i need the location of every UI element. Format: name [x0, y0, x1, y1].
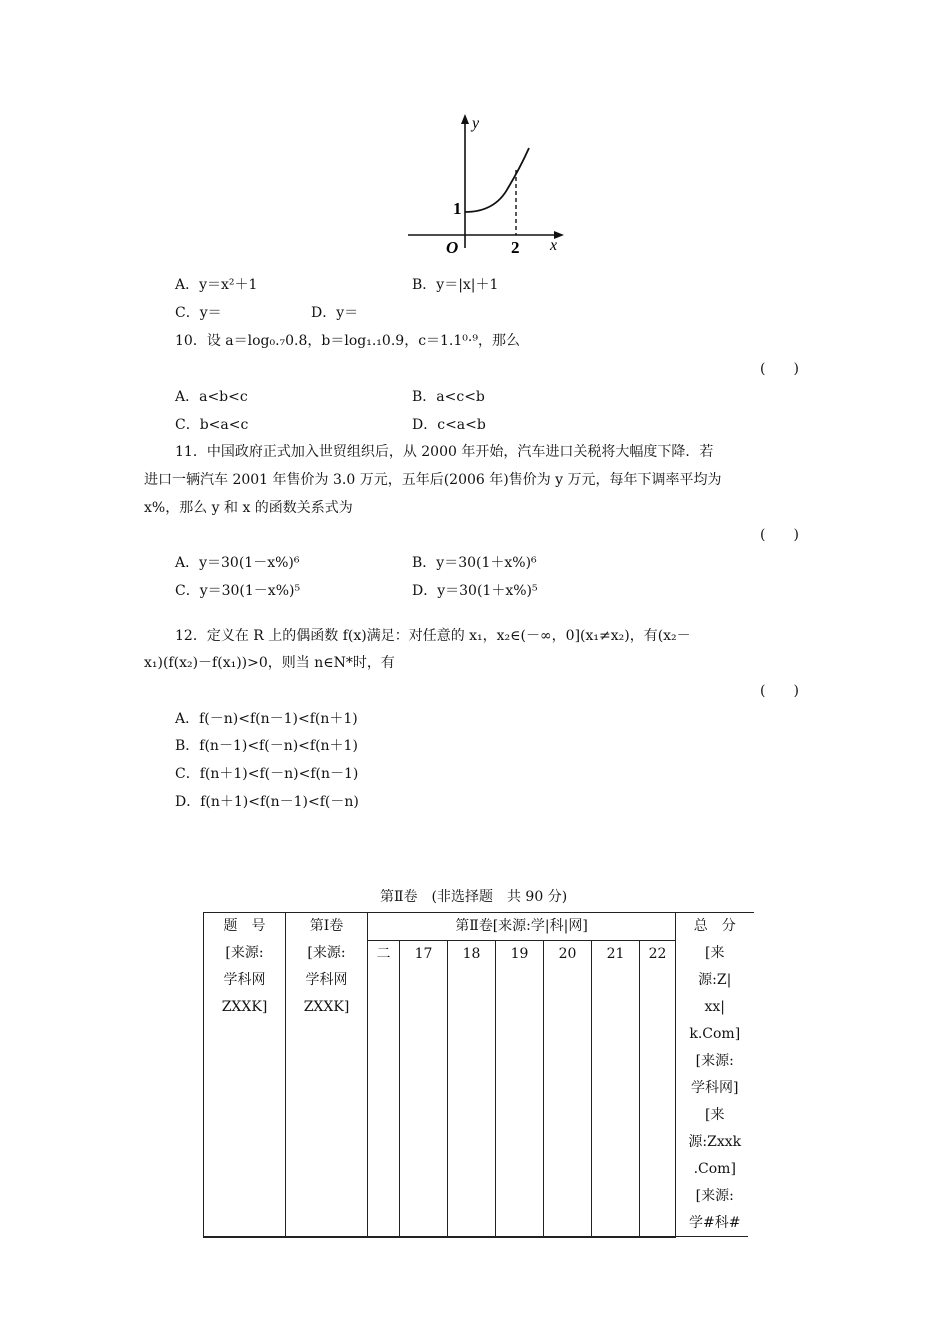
- total-src-6: 学科网]: [691, 1080, 739, 1096]
- total-src-5: [来源:: [695, 1053, 734, 1069]
- header-part-2: 第Ⅱ卷[来源:学|科|网]: [368, 913, 676, 941]
- sub-header-17: 17: [400, 941, 448, 1238]
- total-src-10: [来源:: [695, 1188, 734, 1204]
- header-question-number-label: 题 号: [223, 918, 266, 934]
- q10-option-a: A．a<b<c: [175, 389, 248, 405]
- x-axis-label: x: [550, 237, 558, 254]
- header-question-number-src-1: [来源:: [225, 945, 264, 961]
- q12-answer-paren: ( ): [760, 683, 799, 699]
- q10-stem: 10．设 a＝log₀.₇0.8，b＝log₁.₁0.9，c＝1.1⁰·⁹，那么: [175, 333, 520, 349]
- total-src-8: 源:Zxxk: [688, 1134, 742, 1150]
- header-part-1-src-3: ZXXK]: [303, 999, 350, 1015]
- q11-line-3: x%，那么 y 和 x 的函数关系式为: [144, 500, 353, 516]
- header-question-number: [204, 913, 286, 1238]
- q12-option-c: C．f(n＋1)<f(－n)<f(n－1): [175, 766, 359, 782]
- header-part-1: [286, 913, 368, 1238]
- q10-option-c: C．b<a<c: [175, 417, 249, 433]
- q10-answer-paren: ( ): [760, 361, 799, 377]
- y-intercept-label: 1: [453, 199, 462, 218]
- sub-header-21: 21: [592, 941, 640, 1238]
- q12-option-d: D．f(n＋1)<f(n－1)<f(－n): [175, 794, 359, 810]
- total-src-4: k.Com]: [689, 1026, 741, 1042]
- total-src-2: 源:Z|: [698, 972, 732, 988]
- q11-line-2: 进口一辆汽车 2001 年售价为 3.0 万元，五年后(2006 年)售价为 y 万元，每年下调率平均为: [144, 472, 722, 488]
- section-2-title: 第Ⅱ卷 (非选择题 共 90 分): [380, 889, 568, 905]
- q12-option-a: A．f(－n)<f(n－1)<f(n＋1): [175, 711, 358, 727]
- total-src-3: xx|: [704, 999, 725, 1015]
- q11-option-b: B．y＝30(1＋x%)⁶: [412, 555, 537, 571]
- q12-line-2: x₁)(f(x₂)－f(x₁))>0，则当 n∈N*时，有: [144, 655, 395, 671]
- q12-line-1: 12．定义在 R 上的偶函数 f(x)满足：对任意的 x₁，x₂∈(－∞，0](x₁≠x₂)，有(x₂－: [175, 628, 691, 644]
- q11-option-a: A．y＝30(1－x%)⁶: [175, 555, 300, 571]
- y-axis-arrow: [461, 114, 469, 124]
- q10-option-b: B．a<c<b: [412, 389, 485, 405]
- q10-option-d: D．c<a<b: [412, 417, 486, 433]
- total-label: 总 分: [693, 918, 736, 934]
- sub-header-2: 二: [368, 941, 400, 1238]
- x-mark-label: 2: [511, 238, 520, 257]
- header-part-1-src-2: 学科网: [305, 972, 348, 988]
- q11-line-1: 11．中国政府正式加入世贸组织后，从 2000 年开始，汽车进口关税将大幅度下降．若: [175, 444, 714, 460]
- q9-option-b: B．y＝|x|＋1: [412, 277, 499, 293]
- total-src-7: [来: [705, 1107, 725, 1123]
- q11-answer-paren: ( ): [760, 527, 799, 543]
- origin-label: O: [446, 238, 459, 257]
- function-graph: [400, 108, 580, 258]
- sub-header-20: 20: [544, 941, 592, 1238]
- header-total: [676, 913, 754, 1238]
- sub-header-19: 19: [496, 941, 544, 1238]
- table-bottom-rule: [203, 1236, 748, 1237]
- y-axis-label: y: [472, 115, 480, 132]
- q9-option-c: C．y＝: [175, 305, 222, 321]
- q9-option-a: A．y＝x²＋1: [175, 277, 258, 293]
- total-src-1: [来: [705, 945, 725, 961]
- sub-header-22: 22: [640, 941, 676, 1238]
- header-part-1-src-1: [来源:: [307, 945, 346, 961]
- total-src-9: .Com]: [693, 1161, 736, 1177]
- q11-option-c: C．y＝30(1－x%)⁵: [175, 583, 301, 599]
- header-question-number-src-2: 学科网: [223, 972, 266, 988]
- header-part-1-label: 第Ⅰ卷: [309, 918, 344, 934]
- q11-option-d: D．y＝30(1＋x%)⁵: [412, 583, 538, 599]
- header-question-number-src-3: ZXXK]: [221, 999, 268, 1015]
- score-table: [203, 912, 754, 1238]
- q12-option-b: B．f(n－1)<f(－n)<f(n＋1): [175, 738, 358, 754]
- total-src-11: 学#科#: [689, 1215, 741, 1231]
- sub-header-18: 18: [448, 941, 496, 1238]
- q9-option-d: D．y＝: [311, 305, 359, 321]
- curve: [465, 148, 529, 212]
